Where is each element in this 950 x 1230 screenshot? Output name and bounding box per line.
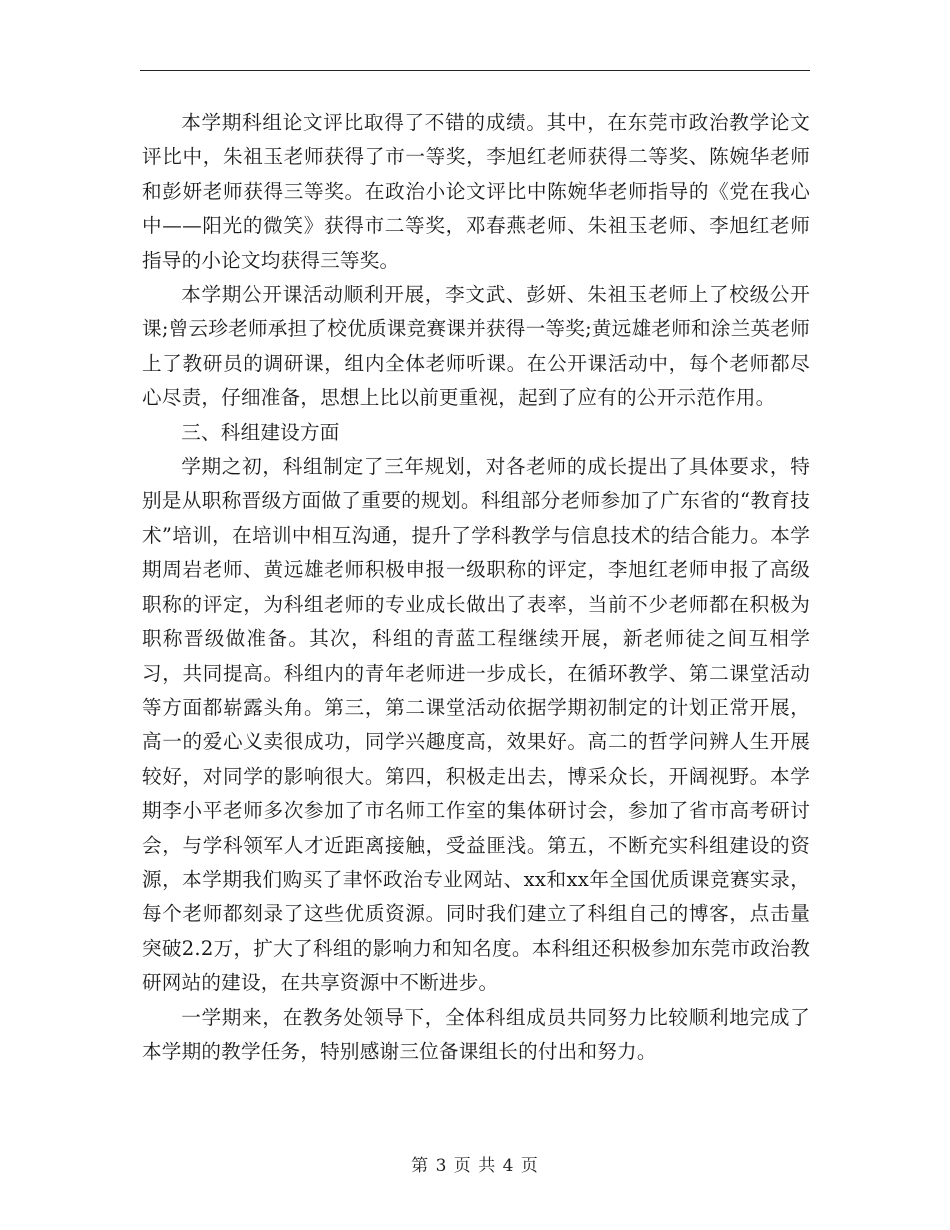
section-heading-group-building: 三、科组建设方面: [181, 420, 340, 444]
paragraph-group-building: 学期之初，科组制定了三年规划，对各老师的成长提出了具体要求，特别是从职称晋级方面做了重要的规划。科组部分老师参加了广东省的“教育技术”培训，在培训中相互沟通，提升了学科教学与信息技术的结合能力。本学期周岩老师、黄远雄老师积极申报一级职称的评定，李旭红老师申报了高级职称的评定，为科组老师的专业成长做出了表率，当前不少老师都在积极为职称晋级做准备。其次，科组的青蓝工程继续开展，新老师徒之间互相学习，共同提高。科组内的青年老师进一步成长，在循环教学、第二课堂活动等方面都崭露头角。第三，第二课堂活动依据学期初制定的计划正常开展，高一的爱心义卖很成功，同学兴趣度高，效果好。高二的哲学问辨人生开展较好，对同学的影响很大。第四，积极走出去，博采众长，开阔视野。本学期李小平老师多次参加了市名师工作室的集体研讨会，参加了省市高考研讨会，与学科领军人才近距离接触，受益匪浅。第五，不断充实科组建设的资源，本学期我们购买了聿怀政治专业网站、xx和xx年全国优质课竞赛实录，每个老师都刻录了这些优质资源。同时我们建立了科组自己的博客，点击量突破2.2万，扩大了科组的影响力和知名度。本科组还积极参加东莞市政治教研网站的建设，在共享资源中不断进步。: [142, 455, 810, 995]
document-body: [142, 106, 810, 1069]
page-number-footer: 第 3 页 共 4 页: [411, 1156, 539, 1176]
paragraph-paper-awards: 本学期科组论文评比取得了不错的成绩。其中，在东莞市政治教学论文评比中，朱祖玉老师获得了市一等奖，李旭红老师获得二等奖、陈婉华老师和彭妍老师获得三等奖。在政治小论文评比中陈婉华老师指导的《党在我心中——阳光的微笑》获得市二等奖，邓春燕老师、朱祖玉老师、李旭红老师指导的小论文均获得三等奖。: [142, 111, 810, 272]
paragraph-conclusion: 一学期来，在教务处领导下，全体科组成员共同努力比较顺利地完成了本学期的教学任务，特别感谢三位备课组长的付出和努力。: [142, 1005, 810, 1063]
header-rule: [140, 70, 810, 71]
paragraph-open-classes: 本学期公开课活动顺利开展，李文武、彭妍、朱祖玉老师上了校级公开课;曾云珍老师承担了校优质课竞赛课并获得一等奖;黄远雄老师和涂兰英老师上了教研员的调研课，组内全体老师听课。在公开课活动中，每个老师都尽心尽责，仔细准备，思想上比以前更重视，起到了应有的公开示范作用。: [142, 283, 810, 410]
